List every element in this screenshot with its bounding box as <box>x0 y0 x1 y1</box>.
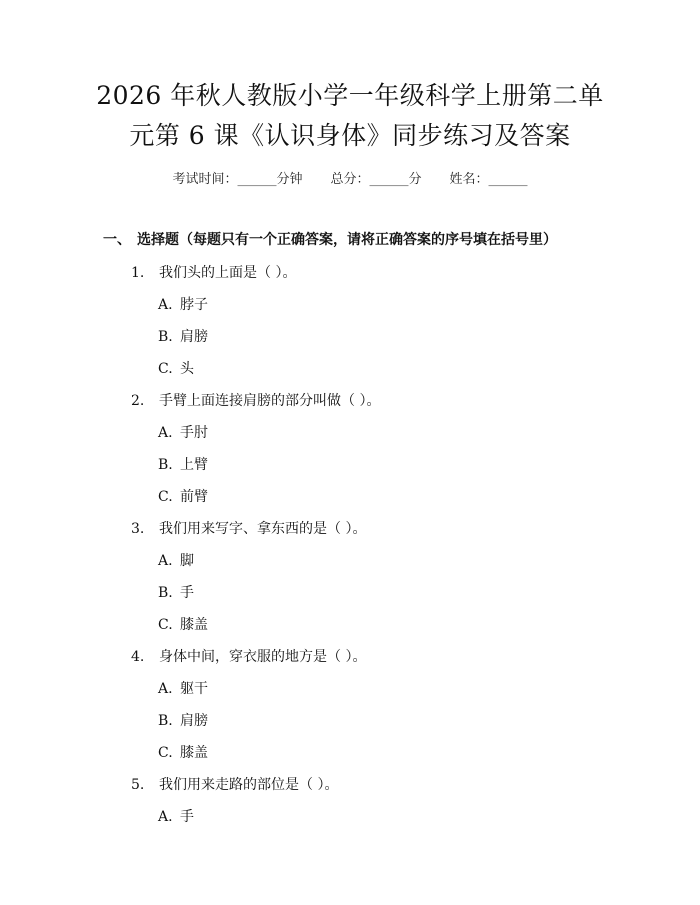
answer-option <box>158 422 208 442</box>
option-text: 手 <box>180 585 194 601</box>
question-number: 2. <box>131 393 145 409</box>
option-letter: C. <box>158 745 173 761</box>
option-text: 头 <box>180 361 194 377</box>
option-text: 肩膀 <box>180 329 208 345</box>
question-text: 我们用来写字、拿东西的是（ ）。 <box>159 521 367 537</box>
total-score: 总分：______分 <box>330 172 422 187</box>
question-number: 4. <box>131 649 145 665</box>
option-text: 上臂 <box>180 457 208 473</box>
answer-option <box>158 454 208 474</box>
answer-option <box>158 806 194 826</box>
answer-option <box>158 678 208 698</box>
question-item <box>131 646 366 666</box>
question-number: 5. <box>131 777 145 793</box>
answer-option <box>158 358 194 378</box>
option-letter: B. <box>158 585 173 601</box>
option-letter: A. <box>158 681 173 697</box>
question-item <box>131 262 296 282</box>
option-letter: C. <box>158 361 173 377</box>
option-text: 躯干 <box>180 681 208 697</box>
option-text: 膝盖 <box>180 745 208 761</box>
answer-option <box>158 582 194 602</box>
option-letter: B. <box>158 713 173 729</box>
option-letter: A. <box>158 297 173 313</box>
option-letter: C. <box>158 617 173 633</box>
student-name: 姓名：______ <box>449 172 528 187</box>
title-line-2: 元第 6 课《认识身体》同步练习及答案 <box>129 121 571 150</box>
option-text: 手 <box>180 809 194 825</box>
option-text: 脚 <box>180 553 194 569</box>
question-text: 身体中间，穿衣服的地方是（ ）。 <box>159 649 367 665</box>
option-text: 前臂 <box>180 489 208 505</box>
option-text: 膝盖 <box>180 617 208 633</box>
title-line-1: 2026 年秋人教版小学一年级科学上册第二单 <box>96 81 604 110</box>
option-text: 脖子 <box>180 297 208 313</box>
question-text: 我们用来走路的部位是（ ）。 <box>159 777 339 793</box>
section-text: 选择题（每题只有一个正确答案，请将正确答案的序号填在括号里） <box>137 232 557 248</box>
question-item <box>131 518 366 538</box>
option-letter: C. <box>158 489 173 505</box>
question-item <box>131 774 338 794</box>
question-item <box>131 390 380 410</box>
document-title <box>40 76 660 156</box>
answer-option <box>158 614 208 634</box>
option-letter: A. <box>158 425 173 441</box>
option-text: 肩膀 <box>180 713 208 729</box>
exam-time: 考试时间：______分钟 <box>172 172 303 187</box>
answer-option <box>158 710 208 730</box>
answer-option <box>158 742 208 762</box>
question-text: 我们头的上面是（ ）。 <box>159 265 297 281</box>
option-letter: B. <box>158 329 173 345</box>
answer-option <box>158 486 208 506</box>
option-letter: A. <box>158 553 173 569</box>
option-letter: A. <box>158 809 173 825</box>
question-number: 1. <box>131 265 145 281</box>
question-number: 3. <box>131 521 145 537</box>
answer-option <box>158 326 208 346</box>
question-text: 手臂上面连接肩膀的部分叫做（ ）。 <box>159 393 381 409</box>
section-heading <box>103 229 557 249</box>
answer-option <box>158 294 208 314</box>
option-letter: B. <box>158 457 173 473</box>
option-text: 手肘 <box>180 425 208 441</box>
exam-info <box>0 168 700 187</box>
section-number: 一、 <box>103 232 131 248</box>
answer-option <box>158 550 194 570</box>
